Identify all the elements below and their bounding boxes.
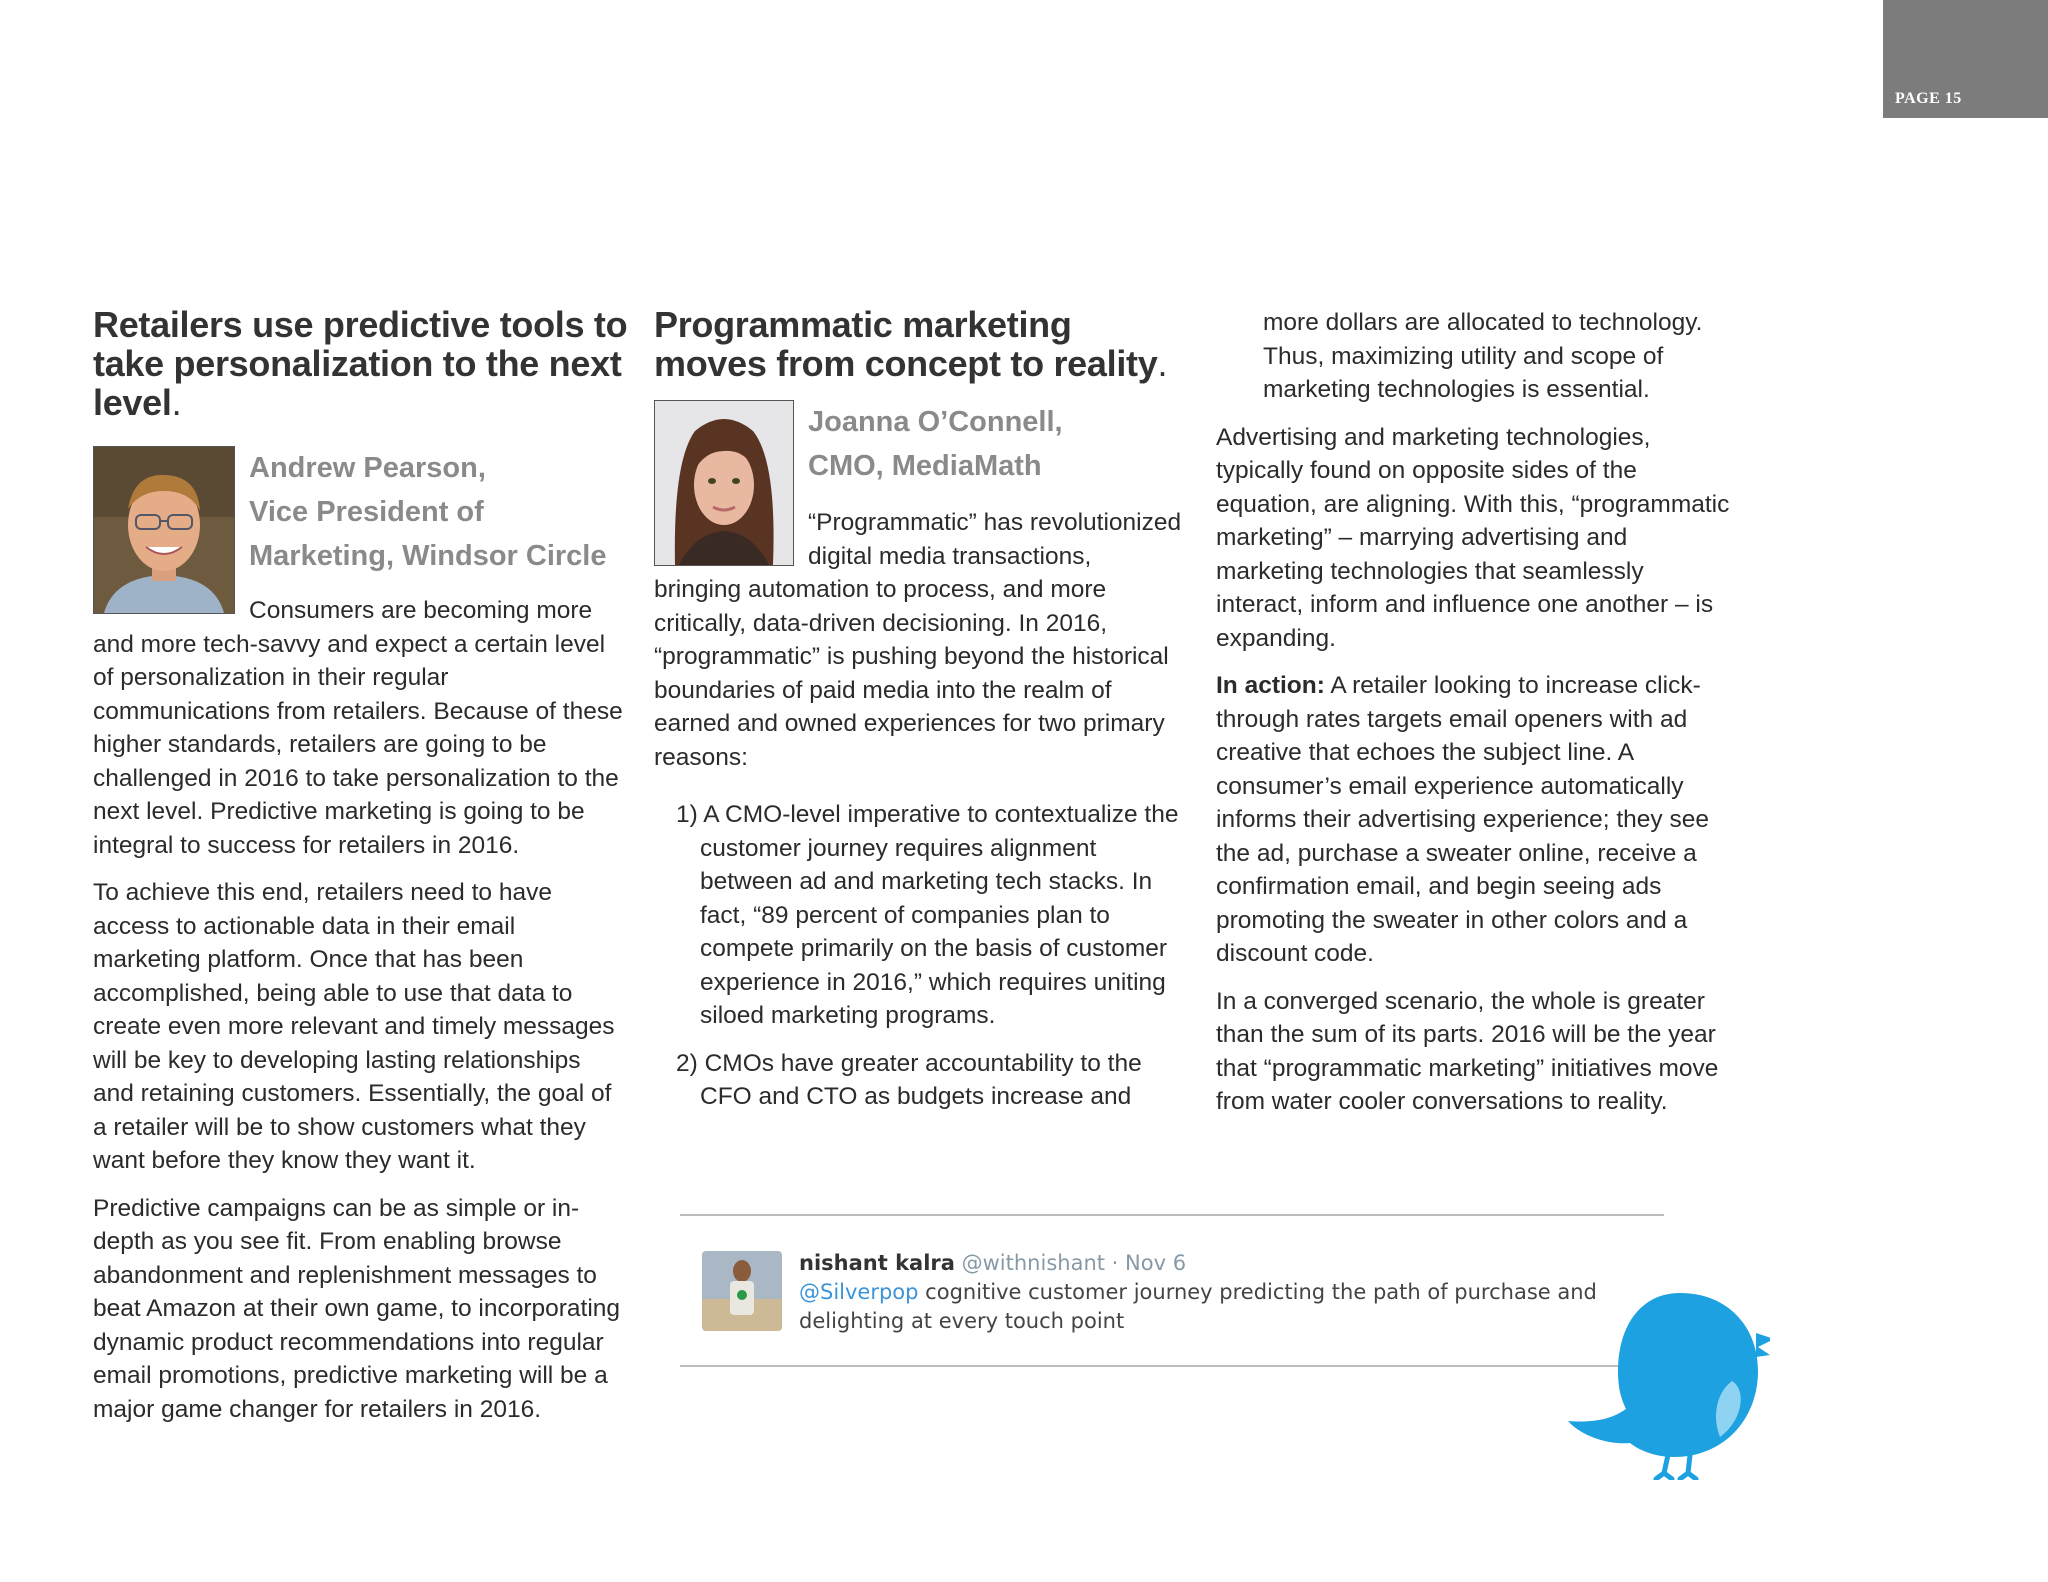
- in-action-text: A retailer looking to increase click-through rates targets email openers with ad creative that echoes the subject line. A consumer’s email experience automatically informs their advertising experience; they see the ad, purchase a sweater online, receive a confirmation email, and begin seeing ads promoting the sweater in other colors and a discount code.: [1216, 672, 1709, 967]
- paragraph: Advertising and marketing technologies, typically found on opposite sides of the equation, are aligning. With this, “programmatic marketing” – marrying advertising and marketing technologies that seamlessly interact, inform and influence one another – is expanding.: [1216, 423, 1730, 652]
- paragraph: Predictive campaigns can be as simple or in-depth as you see fit. From enabling browse abandonment and replenishment messages to beat Amazon at their own game, to incorporating dynamic product recommendations into regular email promotions, predictive marketing will be a major game changer for retailers in 2016.: [93, 1194, 621, 1423]
- tweet-avatar[interactable]: [702, 1251, 782, 1331]
- page-tab: [1883, 0, 2048, 118]
- in-action-label: In action:: [1216, 672, 1325, 699]
- paragraph: To achieve this end, retailers need to have access to actionable data in their email marketing platform. Once that has been accomplished, being able to use that data to create even more relevant and timely messages will be key to developing lasting relationships and retaining customers. Essentially, the goal of a retailer will be to show customers what they want before they know they want it.: [93, 879, 615, 1174]
- divider-top: [680, 1214, 1664, 1216]
- headline-period: .: [1157, 343, 1168, 384]
- tweet-mention-link[interactable]: @Silverpop: [799, 1280, 919, 1304]
- paragraph: Consumers are becoming more and more tech-savvy and expect a certain level of personalization in their regular communications from retailers. Because of these higher standards, retailers are going to be challenged in 2016 to take personalization to the next level. Predictive marketing is going to be integral to success for retailers in 2016.: [93, 597, 623, 859]
- author-photo-andrew-pearson: [93, 446, 235, 614]
- tweet-text: [799, 1278, 1619, 1336]
- paragraph: “Programmatic” has revolutionized digital media transactions, bringing automation to process, and more critically, data-driven decisioning. In 2016, “programmatic” is pushing beyond the historical boundaries of paid media into the realm of earned and owned experiences for two primary reasons:: [654, 509, 1182, 771]
- tweet-header: [799, 1249, 1619, 1278]
- headline: [93, 305, 628, 422]
- author-name: Andrew Pearson,: [249, 452, 486, 484]
- author-title: Vice President of: [249, 496, 484, 528]
- article-continuation: [1216, 306, 1736, 1133]
- author-company: Marketing, Windsor Circle: [249, 540, 607, 572]
- tweet-author-name[interactable]: nishant kalra: [799, 1251, 955, 1275]
- headline-period: .: [171, 382, 182, 423]
- headline-text: Retailers use predictive tools to take personalization to the next level: [93, 304, 628, 423]
- author-name: Joanna O’Connell,: [808, 406, 1063, 438]
- list-item: 2) CMOs have greater accountability to the CFO and CTO as budgets increase and: [676, 1049, 1142, 1110]
- tweet-handle[interactable]: @withnishant: [961, 1251, 1105, 1275]
- tweet-message: cognitive customer journey predicting the path of purchase and delighting at every touch point: [799, 1280, 1597, 1333]
- divider-bottom: [680, 1365, 1620, 1367]
- author-title: CMO, MediaMath: [808, 450, 1042, 482]
- tweet-body: [799, 1249, 1619, 1336]
- reasons-list: [676, 798, 1184, 1114]
- tweet-separator: ·: [1105, 1251, 1126, 1275]
- paragraph: In a converged scenario, the whole is greater than the sum of its parts. 2016 will be the year that “programmatic marketing” initiatives move from water cooler conversations to reality.: [1216, 987, 1719, 1115]
- tweet-date[interactable]: Nov 6: [1125, 1251, 1187, 1275]
- paragraph: [1216, 669, 1736, 971]
- page-number: PAGE 15: [1895, 90, 1962, 107]
- headline-text: Programmatic marketing moves from concept to reality: [654, 304, 1158, 384]
- article-predictive-tools: [93, 305, 628, 1440]
- continued-text: more dollars are allocated to technology. Thus, maximizing utility and scope of marketing technologies is essential.: [1263, 309, 1703, 403]
- headline: [654, 305, 1184, 383]
- author-photo-joanna-oconnell: [654, 400, 794, 566]
- article-programmatic-marketing: [654, 305, 1184, 1128]
- twitter-bird-icon: [1560, 1285, 1770, 1480]
- list-item: 1) A CMO-level imperative to contextualize the customer journey requires alignment between ad and marketing tech stacks. In fact, “89 percent of companies plan to compete primarily on the basis of customer experience in 2016,” which requires uniting siloed marketing programs.: [676, 801, 1179, 1029]
